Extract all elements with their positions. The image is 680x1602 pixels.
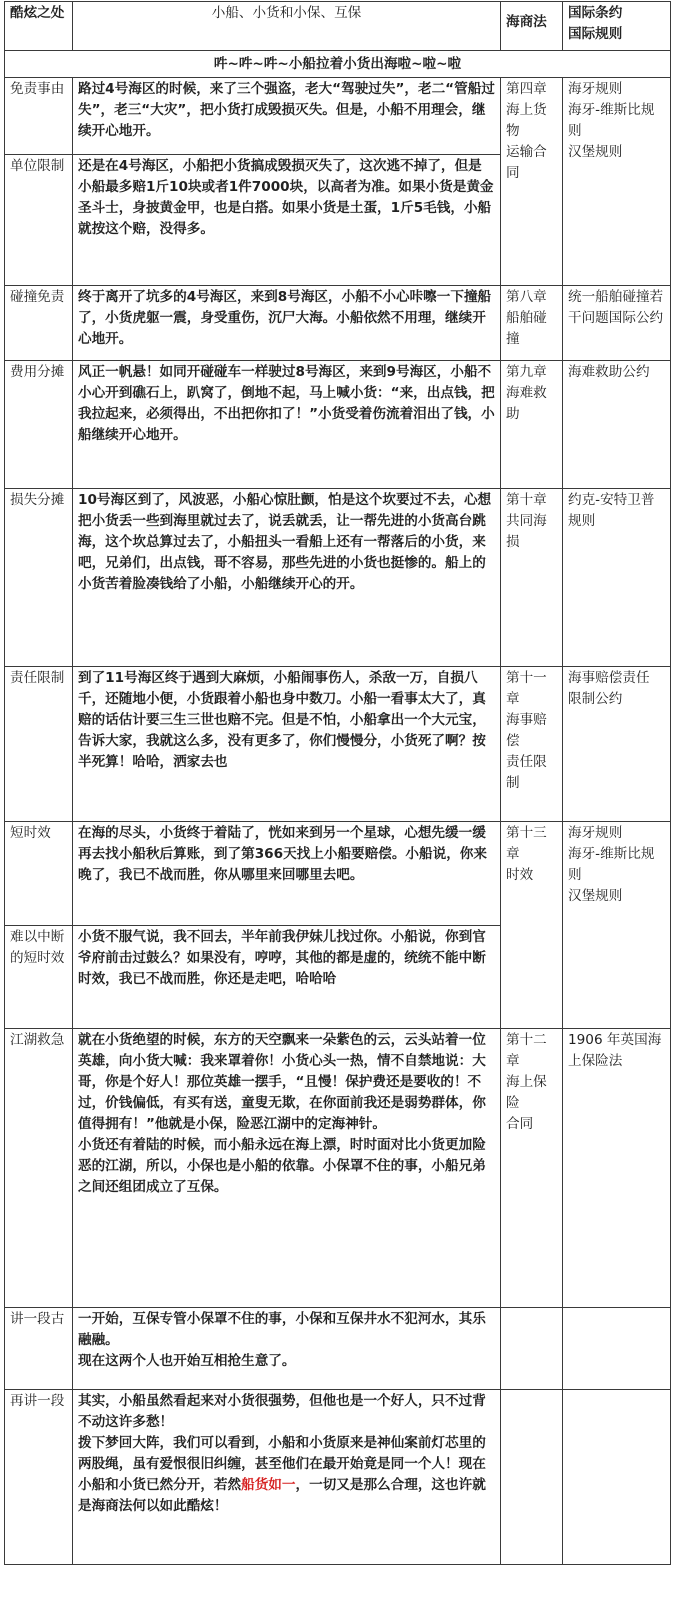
treaty: 海难救助公约	[563, 361, 671, 489]
law-chapter: 第十二章 海上保险 合同	[501, 1029, 563, 1308]
row-text: 路过4号海区的时候，来了三个强盗，老大“驾驶过失”，老二“管船过失”，老三“大灾”，把小货打成毁损灭失。但是，小船不用理会，继续开心地开。	[73, 78, 501, 155]
row-text: 还是在4号海区，小船把小货搞成毁损灭失了，这次逃不掉了，但是小船最多赔1斤10块或者1件7000块，以高者为准。如果小货是黄金圣斗士，身披黄金甲，也是白搭。如果小货是土蛋，1斤5毛钱，小船就按这个赔，没得多。	[73, 155, 501, 286]
row-text: 风正一帆悬！如同开碰碰车一样驶过8号海区，来到9号海区，小船不小心开到礁石上，趴窝了，倒地不起，马上喊小货：“来，出点钱，把我拉起来，必须得出，不出把你扣了！”小货受着伤流着泪出了钱，小船继续开心地开。	[73, 361, 501, 489]
row-text	[73, 1308, 501, 1390]
treaty: 海牙规则 海牙-维斯比规则 汉堡规则	[563, 822, 671, 1029]
table-row	[5, 1029, 671, 1308]
table-row	[5, 78, 671, 155]
row-text: 在海的尽头，小货终于着陆了，恍如来到另一个星球，心想先缓一缓再去找小船秋后算账，到了第366天找上小船要赔偿。小船说，你来晚了，我已不战而胜，你从哪里来回哪里去吧。	[73, 822, 501, 926]
header-cool-point: 酷炫之处	[5, 2, 73, 51]
row-label: 江湖救急	[5, 1029, 73, 1308]
treaty-empty	[563, 1308, 671, 1390]
row-text	[73, 1390, 501, 1565]
treaty: 海牙规则 海牙-维斯比规则 汉堡规则	[563, 78, 671, 286]
comparison-table	[4, 1, 671, 1565]
row-text	[73, 1029, 501, 1308]
treaty-empty	[563, 1390, 671, 1565]
paragraph: 其实，小船虽然看起来对小货很强势，但他也是一个好人，只不过背不动这许多愁！	[78, 1393, 486, 1430]
table-row	[5, 361, 671, 489]
treaty: 海事赔偿责任 限制公约	[563, 667, 671, 822]
header-story: 小船、小货和小保、互保	[73, 2, 501, 51]
table-row	[5, 1308, 671, 1390]
paragraph	[78, 1433, 495, 1517]
table-row	[5, 286, 671, 361]
row-label: 责任限制	[5, 667, 73, 822]
row-label: 讲一段古	[5, 1308, 73, 1390]
table-row	[5, 822, 671, 926]
row-text: 小货不服气说，我不回去，半年前我伊妹儿找过你。小船说，你到官爷府前击过鼓么？如果没有，哼哼，其他的都是虚的，统统不能中断时效，我已不战而胜，你还是走吧，哈哈哈	[73, 926, 501, 1029]
row-text: 终于离开了坑多的4号海区，来到8号海区，小船不小心咔嚓一下撞船了，小货虎躯一震，身受重伤，沉尸大海。小船依然不用理，继续开心地开。	[73, 286, 501, 361]
treaty: 约克-安特卫普 规则	[563, 489, 671, 667]
law-chapter: 第十章 共同海损	[501, 489, 563, 667]
row-text: 到了11号海区终于遇到大麻烦，小船闹事伤人，杀敌一万，自损八千，还随地小便，小货跟着小船也身中数刀。小船一看事太大了，真赔的话估计要三生三世也赔不完。但是不怕，小船拿出一个大元宝，告诉大家，我就这么多，没有更多了，你们慢慢分，小货死了啊？按半死算！哈哈，洒家去也	[73, 667, 501, 822]
row-label: 免责事由	[5, 78, 73, 155]
row-label: 单位限制	[5, 155, 73, 286]
row-label: 再讲一段	[5, 1390, 73, 1565]
paragraph: 小货还有着陆的时候，而小船永远在海上漂，时时面对比小货更加险恶的江湖，所以，小保也是小船的依靠。小保罩不住的事，小船兄弟之间还组团成立了互保。	[78, 1137, 486, 1195]
row-label: 碰撞免责	[5, 286, 73, 361]
table-row	[5, 1390, 671, 1565]
header-intl-rules: 国际条约 国际规则	[563, 2, 671, 51]
paragraph: 现在这两个人也开始互相抢生意了。	[78, 1353, 296, 1369]
table-row	[5, 667, 671, 822]
row-label: 难以中断的短时效	[5, 926, 73, 1029]
header-row	[5, 2, 671, 51]
law-chapter: 第九章 海难救助	[501, 361, 563, 489]
row-text: 10号海区到了，风波恶，小船心惊肚颤，怕是这个坎要过不去，心想把小货丢一些到海里就过去了，说丢就丢，让一帮先进的小货高台跳海，这个坎总算过去了，小船扭头一看船上还有一帮落后的小货，来吧，兄弟们，出点钱，哥不容易，那些先进的小货也挺惨的。船上的小货苦着脸凑钱给了小船，小船继续开心的开。	[73, 489, 501, 667]
law-chapter-empty	[501, 1308, 563, 1390]
highlight-text: 船货如一	[241, 1477, 296, 1493]
law-chapter: 第十一章 海事赔偿 责任限制	[501, 667, 563, 822]
header-maritime-law: 海商法	[501, 2, 563, 51]
paragraph: 一开始，互保专管小保罩不住的事，小保和互保井水不犯河水，其乐融融。	[78, 1311, 486, 1348]
law-chapter: 第十三章 时效	[501, 822, 563, 1029]
subtitle: 吽~吽~吽~小船拉着小货出海啦~啦~啦	[5, 51, 671, 78]
row-label: 损失分摊	[5, 489, 73, 667]
treaty: 统一船舶碰撞若干问题国际公约	[563, 286, 671, 361]
subtitle-row	[5, 51, 671, 78]
table-row	[5, 489, 671, 667]
row-label: 短时效	[5, 822, 73, 926]
law-chapter: 第八章 船舶碰撞	[501, 286, 563, 361]
paragraph-part: 拨下梦回大阵，我们可以看到，小船和小货原来是神仙案前灯芯里的两股绳，虽有爱恨很旧纠缠，甚至他们在最开始竟是同一个人！现在小船和小货已然分开，若然	[78, 1435, 486, 1493]
paragraph: 就在小货绝望的时候，东方的天空飘来一朵紫色的云，云头站着一位英雄，向小货大喊：我来罩着你！小货心头一热，情不自禁地说：大哥，你是个好人！那位英雄一摆手，“且慢！保护费还是要收的！不过，价钱偏低，有买有送，童叟无欺，在你面前我还是弱势群体，你值得拥有！”他就是小保，险恶江湖中的定海神针。	[78, 1032, 486, 1132]
paragraph-part: ，一切又是那么合理，这也许就是海商法何以如此酷炫！	[78, 1477, 486, 1514]
law-chapter-empty	[501, 1390, 563, 1565]
treaty: 1906 年英国海上保险法	[563, 1029, 671, 1308]
row-label: 费用分摊	[5, 361, 73, 489]
law-chapter: 第四章 海上货物 运输合同	[501, 78, 563, 286]
